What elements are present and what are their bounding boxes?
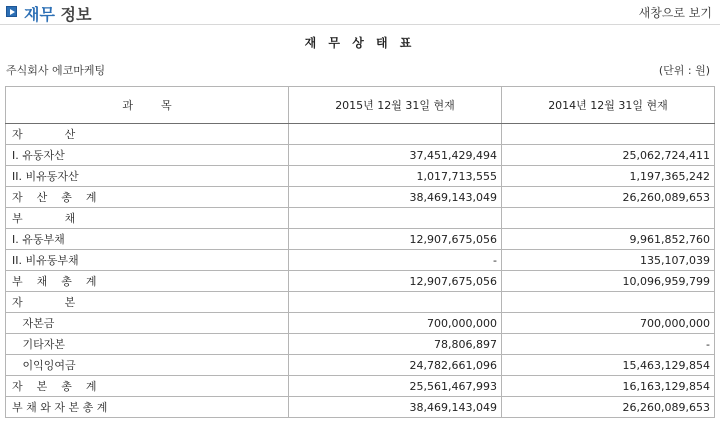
amount-2015-cell: 12,907,675,056	[289, 229, 502, 250]
table-row	[6, 229, 715, 250]
table-row	[6, 145, 715, 166]
section-title	[24, 2, 91, 25]
section-bullet-icon	[6, 6, 17, 17]
table-row	[6, 292, 715, 313]
table-row	[6, 250, 715, 271]
amount-2014-cell: 700,000,000	[502, 313, 715, 334]
account-name-cell: 기타자본	[6, 334, 289, 355]
amount-2014-cell: 25,062,724,411	[502, 145, 715, 166]
company-name: 주식회사 에코마케팅	[6, 64, 106, 77]
page-header	[0, 0, 720, 25]
table-row	[6, 397, 715, 418]
amount-2015-cell	[289, 292, 502, 313]
amount-2014-cell: 135,107,039	[502, 250, 715, 271]
section-title-part1: 재무	[24, 5, 55, 24]
table-row	[6, 355, 715, 376]
account-name-cell: II. 비유동자산	[6, 166, 289, 187]
amount-2014-cell: 26,260,089,653	[502, 397, 715, 418]
amount-2014-cell: 26,260,089,653	[502, 187, 715, 208]
account-name-cell: I. 유동부채	[6, 229, 289, 250]
column-header-account: 과 목	[6, 87, 289, 124]
table-header-row	[6, 87, 715, 124]
account-name-cell: 자 본	[6, 292, 289, 313]
amount-2015-cell: 1,017,713,555	[289, 166, 502, 187]
table-row	[6, 376, 715, 397]
account-name-cell: 이익잉여금	[6, 355, 289, 376]
table-row	[6, 166, 715, 187]
amount-2015-cell: -	[289, 250, 502, 271]
table-row	[6, 271, 715, 292]
amount-2014-cell	[502, 124, 715, 145]
account-name-cell: 부 채 와 자 본 총 계	[6, 397, 289, 418]
amount-2015-cell: 700,000,000	[289, 313, 502, 334]
amount-2015-cell: 78,806,897	[289, 334, 502, 355]
amount-2014-cell: 9,961,852,760	[502, 229, 715, 250]
section-title-part2: 정보	[60, 5, 92, 24]
account-name-cell: II. 비유동부채	[6, 250, 289, 271]
header-divider	[0, 24, 720, 25]
unit-note: (단위 : 원)	[658, 64, 710, 77]
amount-2014-cell	[502, 208, 715, 229]
amount-2014-cell: -	[502, 334, 715, 355]
account-name-cell: 자 산	[6, 124, 289, 145]
table-row	[6, 187, 715, 208]
amount-2014-cell: 1,197,365,242	[502, 166, 715, 187]
amount-2015-cell: 12,907,675,056	[289, 271, 502, 292]
table-row	[6, 208, 715, 229]
amount-2014-cell: 16,163,129,854	[502, 376, 715, 397]
amount-2014-cell	[502, 292, 715, 313]
account-name-cell: 부 채	[6, 208, 289, 229]
amount-2015-cell: 25,561,467,993	[289, 376, 502, 397]
column-header-2014: 2014년 12월 31일 현재	[502, 87, 715, 124]
amount-2015-cell	[289, 208, 502, 229]
amount-2015-cell	[289, 124, 502, 145]
table-row	[6, 334, 715, 355]
table-row	[6, 313, 715, 334]
amount-2015-cell: 24,782,661,096	[289, 355, 502, 376]
amount-2014-cell: 10,096,959,799	[502, 271, 715, 292]
amount-2015-cell: 38,469,143,049	[289, 397, 502, 418]
amount-2015-cell: 38,469,143,049	[289, 187, 502, 208]
account-name-cell: I. 유동자산	[6, 145, 289, 166]
table-row	[6, 124, 715, 145]
column-header-2015: 2015년 12월 31일 현재	[289, 87, 502, 124]
account-name-cell: 자본금	[6, 313, 289, 334]
account-name-cell: 부 채 총 계	[6, 271, 289, 292]
document-title: 재 무 상 태 표	[304, 36, 416, 50]
financial-statement-table	[5, 86, 715, 418]
open-new-window-link[interactable]: 새창으로 보기	[638, 6, 712, 20]
account-name-cell: 자 본 총 계	[6, 376, 289, 397]
amount-2014-cell: 15,463,129,854	[502, 355, 715, 376]
amount-2015-cell: 37,451,429,494	[289, 145, 502, 166]
account-name-cell: 자 산 총 계	[6, 187, 289, 208]
